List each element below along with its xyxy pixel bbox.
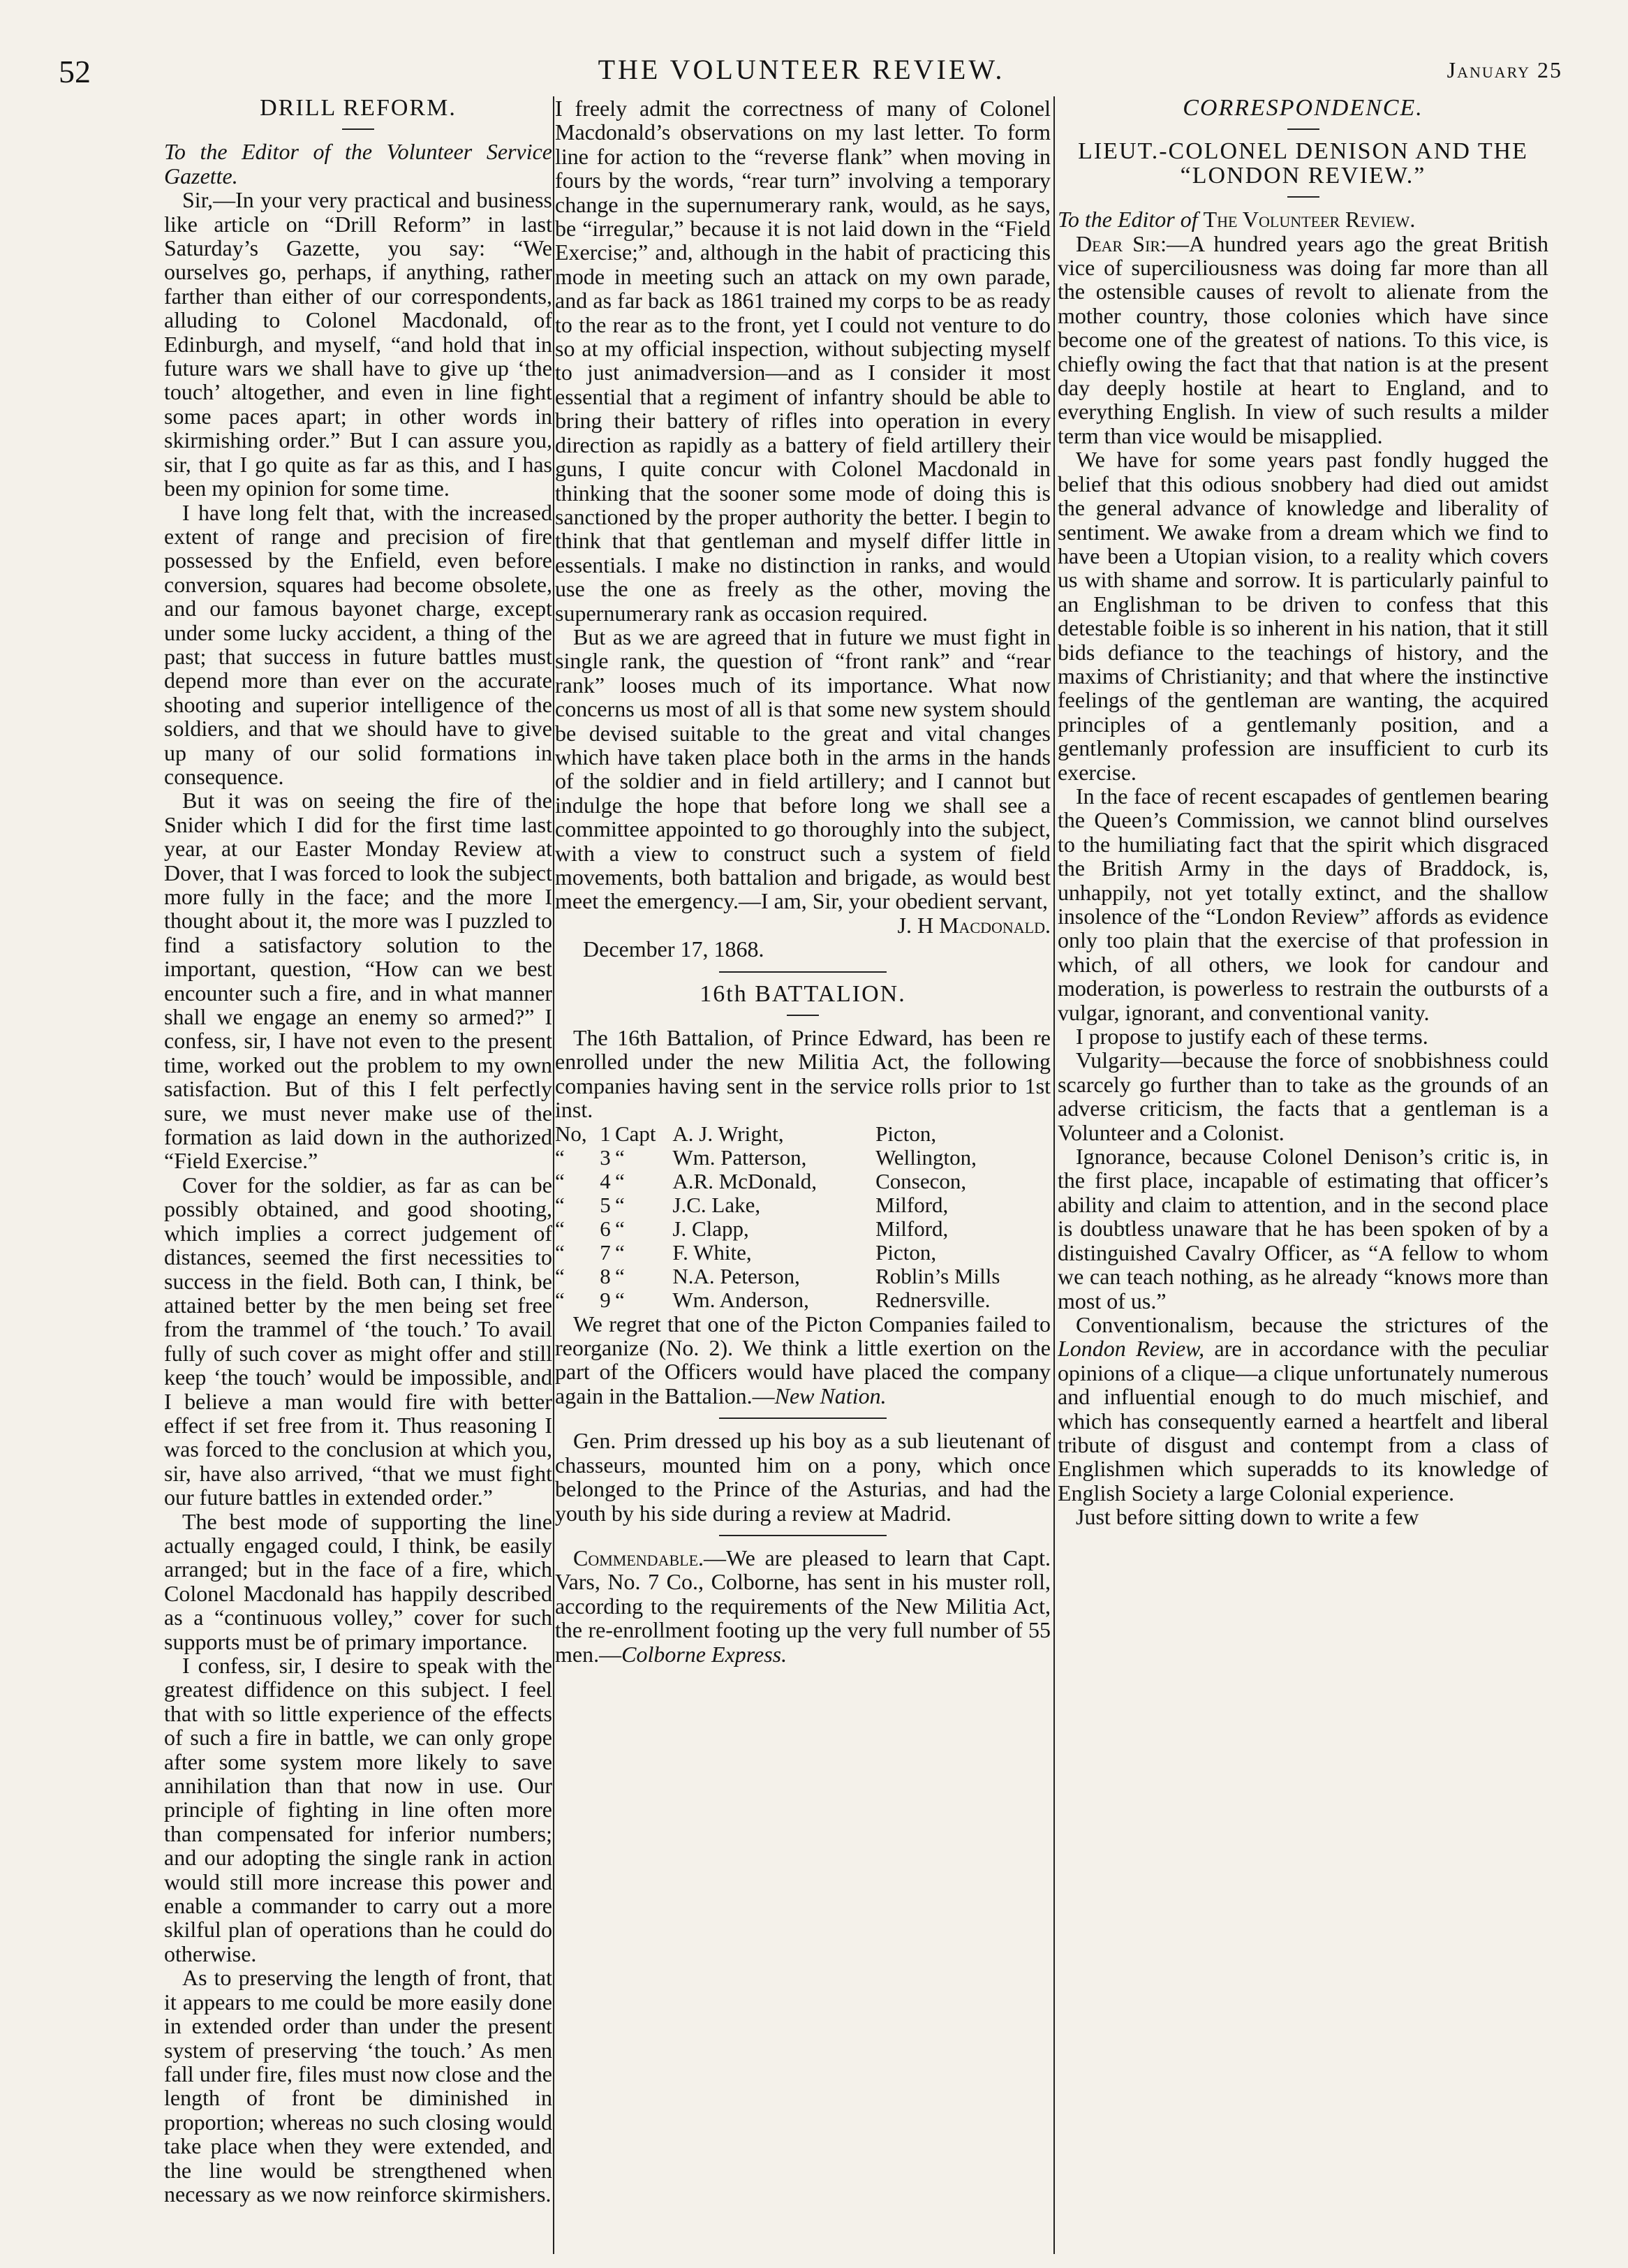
correspondence-paragraph: Just before sitting down to write a few <box>1076 1504 1419 1530</box>
roll-num: 1 <box>600 1121 611 1146</box>
correspondence-paragraph: Ignorance, because Colonel Denison’s critic is, in the first place, incapable of estimating that officer’s ability and claim to attention, and in the second place is doubtless unaware that he has been spoken of by a distinguished Cavalry Officer, as “A fellow to whom we can teach nothing, as he already “knows more than most of us.” <box>1058 1144 1548 1313</box>
correspondence-paragraph: Dear Sir:—A hundred years ago the great British vice of superciliousness was doing far more than all the ostensible causes of revolt to alienate from the mother country, those colonies which have since become one of the greatest of nations. To this vice, is chiefly owing the fact that that nation is at the present day deeply hostile at heart to England, and to everything English. In view of such results a milder term than vice would be misapplied. <box>1058 230 1548 448</box>
correspondence-paragraph: We have for some years past fondly hugged the belief that this odious snobbery had died out amidst the general advance of knowledge and liberality of sentiment. We awake from a dream which we find to have been a Utopian vision, to a reality which covers us with shame and sorrow. It is particularly painful to an Englishman to be driven to confess that this detestable foible is so inherent in his nation, that it still bids defiance to the teachings of history, and the maxims of Christianity; and that where the instinctive feelings of the gentleman are wanting, the acquired principles of a gentlemanly position, and a gentlemanly profession are insufficient to curb its exercise. <box>1058 447 1548 785</box>
company-roll-table <box>555 1122 1051 1312</box>
drill-paragraph: I confess, sir, I desire to speak with the greatest diffidence on this subject. I feel that with so little experience of the effects of such a fire in battle, we can only grope after some system more likely to save annihilation than that now in use. Our principle of fighting in line often more than compensated for inferior numbers; and our adopting the single rank in action would still more increase this power and enable a commander to carry out a more skilful plan of operations than he could do otherwise. <box>164 1653 552 1966</box>
company-roll-row <box>555 1241 1051 1265</box>
correspondence-salutation: To the Editor of The Volunteer Review. <box>1058 207 1416 233</box>
heading-rule <box>1287 128 1319 130</box>
company-roll-row <box>555 1193 1051 1217</box>
roll-place: Picton, <box>875 1239 937 1265</box>
roll-rank: “ <box>615 1287 625 1312</box>
roll-num: 4 <box>600 1168 611 1193</box>
roll-name: F. White, <box>672 1239 752 1265</box>
roll-place: Milford, <box>875 1192 949 1217</box>
roll-name: Wm. Patterson, <box>672 1144 807 1170</box>
roll-rank: Capt <box>615 1121 656 1146</box>
company-roll-row <box>555 1122 1051 1146</box>
roll-name: N.A. Peterson, <box>672 1263 800 1288</box>
column-three <box>1058 96 1548 2254</box>
drill-paragraph: But it was on seeing the fire of the Snider which I did for the first time last year, at our Easter Monday Review at Dover, that I was forced to look the subject more fully in the face; and the more I thought about it, the more was I puzzled to find a satisfactory solution to the important, question, “How can we best encounter such a fire, and in what manner shall we engage an enemy so armed?” I confess, sir, I have not even to the present time, worked out the problem to my own satisfaction. But of this I felt perfectly sure, we must never make use of the formation as laid down in the authorized “Field Exercise.” <box>164 788 552 1174</box>
column-divider <box>1053 96 1055 2254</box>
company-roll-row <box>555 1217 1051 1241</box>
roll-name: Wm. Anderson, <box>672 1287 809 1312</box>
page-header <box>40 50 1562 92</box>
page-number: 52 <box>59 54 91 89</box>
roll-num: 6 <box>600 1216 611 1241</box>
roll-place: Rednersville. <box>875 1287 991 1312</box>
drill-paragraph: I freely admit the correctness of many of Colonel Macdonald’s observations on my last letter. To form line for action to the “reverse flank” when moving in fours by the words, “rear turn” involving a temporary change in the supernumerary rank, would, as he says, be “irregular,” because it is not laid down in the “Field Exercise;” and, although in the habit of practicing this mode in meeting such an attack on my own parade, and as far back as 1861 trained my corps to be as ready to the rear as to the front, yet I could not venture to do so at my official inspection, without subjecting myself to just animadversion—and as I consider it most essential that a regiment of infantry should be able to bring their battery of rifles into operation in every direction as rapidly as a battery of field artillery their guns, I quite concur with Colonel Macdonald in thinking that the sooner some mode of doing this is sanctioned by the proper authority the better. I begin to think that that gentleman and myself differ little in essentials. I make no distinction in ranks, and would use the one as freely as the other, moving the supernumerary rank as occasion required. <box>555 96 1051 626</box>
drill-signature: J. H Macdonald. <box>897 912 1051 938</box>
drill-paragraph: The best mode of supporting the line actually engaged could, I think, be easily arranged; but in the face of a fire, which Colonel Macdonald has happily described as a “continuous volley,” cover for such supports must be of primary importance. <box>164 1508 552 1654</box>
drill-paragraph: I have long felt that, with the increased extent of range and precision of fire possessed by the Enfield, even before conversion, squares had become obsolete, and our famous bayonet charge, except under some lucky accident, a thing of the past; that success in future battles must depend more than ever on the accurate shooting and superior intelligence of the soldiers, and that we should have to give up many of our solid formations in consequence. <box>164 499 552 789</box>
company-roll-row <box>555 1288 1051 1312</box>
article-separator <box>719 971 887 973</box>
roll-place: Milford, <box>875 1216 949 1241</box>
drill-paragraph: Sir,—In your very practical and business like article on “Drill Reform” in last Saturday’s Gazette, you say: “We ourselves go, perhaps, if anything, rather farther than either of our correspondents, alluding to Colonel Macdonald, of Edinburgh, and myself, “and hold that in future wars we shall have to give up ‘the touch’ altogether, and even in line fight some paces apart; in other words in skirmishing order.” But I can assure you, sir, that I go quite as far as this, and I has been my opinion for some time. <box>164 187 552 501</box>
column-one <box>164 96 552 2254</box>
correspondence-paragraph: Conventionalism, because the strictures of the London Review, are in accordance with the peculiar opinions of a clique—a clique unfortunately numerous and influential enough to do much mischief, and which has consequently earned a heartfelt and liberal tribute of disgust and contempt from a class of Englishmen which superadds to its knowledge of English Society a large Colonial experience. <box>1058 1311 1548 1505</box>
roll-place: Wellington, <box>875 1144 977 1170</box>
correspondence-paragraph: In the face of recent escapades of gentlemen bearing the Queen’s Commission, we cannot blind ourselves to the humiliating fact that the spirit which disgraced the British Army in the days of Braddock, is, unhappily, not yet totally extinct, and the shallow insolence of the “London Review” affords as evidence only too plain that the exercise of that profession in which, of all others, we look for candour and moderation, is powerless to restrain the outbursts of a vulgar, ignorant, and conventional vanity. <box>1058 783 1548 1025</box>
roll-place: Consecon, <box>875 1168 967 1193</box>
roll-num: 7 <box>600 1239 611 1265</box>
roll-name: J. Clapp, <box>672 1216 749 1241</box>
roll-name: A. J. Wright, <box>672 1121 784 1146</box>
battalion-intro: The 16th Battalion, of Prince Edward, has been re enrolled under the new Militia Act, the following companies having sent in the service rolls prior to 1st inst. <box>555 1025 1051 1123</box>
battalion-source: New Nation. <box>774 1383 887 1408</box>
article-separator <box>719 1535 887 1536</box>
commendable-source: Colborne Express. <box>621 1641 787 1667</box>
correspondence-heading: LIEUT.-COLONEL DENISON AND THE “LONDON REVIEW.” <box>1078 138 1528 189</box>
company-roll-row <box>555 1146 1051 1170</box>
drill-paragraph: Cover for the soldier, as far as can be possibly obtained, and good shooting, which implies a correct judgement of distances, seemed the first necessities to success in the field. Both can, I think, be attained better by the men being set free from the trammel of ‘the touch.’ To avail fully of such cover as might offer and still keep ‘the touch’ would be impossible, and I believe a man would fire with better effect if set free from it. Thus reasoning I was forced to the conclusion at which you, sir, have also arrived, “that we must fight our future battles in extended order.” <box>164 1172 552 1510</box>
company-roll-row <box>555 1265 1051 1288</box>
issue-date: January 25 <box>1446 57 1562 82</box>
roll-num: 5 <box>600 1192 611 1217</box>
roll-rank: “ <box>615 1168 625 1193</box>
roll-num: 9 <box>600 1287 611 1312</box>
roll-no: “ <box>555 1239 565 1265</box>
roll-num: 3 <box>600 1144 611 1170</box>
correspondence-paragraph: I propose to justify each of these terms. <box>1076 1024 1428 1050</box>
roll-rank: “ <box>615 1192 625 1217</box>
roll-rank: “ <box>615 1263 625 1288</box>
column-divider <box>553 96 554 2254</box>
roll-no: “ <box>555 1263 565 1288</box>
article-separator <box>719 1418 887 1419</box>
masthead-title: THE VOLUNTEER REVIEW. <box>598 54 1005 85</box>
heading-rule <box>342 128 374 130</box>
roll-name: J.C. Lake, <box>672 1192 761 1217</box>
roll-no: No, <box>555 1121 587 1146</box>
roll-rank: “ <box>615 1144 625 1170</box>
roll-num: 8 <box>600 1263 611 1288</box>
roll-no: “ <box>555 1216 565 1241</box>
correspondence-section-title: CORRESPONDENCE. <box>1183 96 1423 121</box>
roll-rank: “ <box>615 1216 625 1241</box>
roll-place: Picton, <box>875 1121 937 1146</box>
commendable-item: Commendable.—We are pleased to learn that Capt. Vars, No. 7 Co., Colborne, has sent in his muster roll, according to the requirements of the New Militia Act, the re-enrollment footing up the very full number of 55 men.—Colborne Express. <box>555 1545 1051 1667</box>
prim-item: Gen. Prim dressed up his boy as a sub lieutenant of chasseurs, mounted him on a pony, which once belonged to the Prince of the Asturias, and had the youth by his side during a review at Madrid. <box>555 1428 1051 1526</box>
correspondence-paragraph: Vulgarity—because the force of snobbishness could scarcely go further than to take as the grounds of an adverse criticism, the facts that a gentleman is a Volunteer and a Colonist. <box>1058 1047 1548 1145</box>
drill-reform-heading: DRILL REFORM. <box>260 96 457 121</box>
battalion-regret: We regret that one of the Picton Companies failed to reorganize (No. 2). We think a little exertion on the part of the Officers would have placed the company again in the Battalion.—New Nation. <box>555 1311 1051 1408</box>
roll-no: “ <box>555 1168 565 1193</box>
roll-no: “ <box>555 1192 565 1217</box>
roll-place: Roblin’s Mills <box>875 1263 1000 1288</box>
roll-rank: “ <box>615 1239 625 1265</box>
drill-date: December 17, 1868. <box>583 936 764 962</box>
heading-rule <box>787 1015 819 1016</box>
roll-no: “ <box>555 1287 565 1312</box>
battalion-heading: 16th BATTALION. <box>700 980 906 1007</box>
heading-rule <box>1287 196 1319 198</box>
roll-no: “ <box>555 1144 565 1170</box>
company-roll-row <box>555 1170 1051 1193</box>
commendable-lead: Commendable. <box>573 1545 704 1570</box>
roll-name: A.R. McDonald, <box>672 1168 817 1193</box>
drill-signature-line <box>555 913 1051 937</box>
column-two <box>555 96 1051 2254</box>
drill-paragraph: But as we are agreed that in future we must fight in single rank, the question of “front rank” and “rear rank” looses much of its importance. What now concerns us most of all is that some new system should be devised suitable to the great and vital changes which have taken place both in the arms in the hands of the soldier and in field artillery; and I cannot but indulge the hope that before long we shall see a committee appointed to go thoroughly into the subject, with a view to construct such a system of field movements, both battalion and brigade, as would best meet the emergency.—I am, Sir, your obedient servant, <box>555 624 1051 914</box>
drill-paragraph: As to preserving the length of front, that it appears to me could be more easily done in extended order than under the present system of preserving ‘the touch.’ As men fall under fire, files must now close and the length of front be diminished in proportion; whereas no such closing would take place when they were extended, and the line would be strengthened when necessary as we now reinforce skirmishers. <box>164 1965 552 2207</box>
drill-salutation: To the Editor of the Volunteer Service Gazette. <box>164 139 552 189</box>
